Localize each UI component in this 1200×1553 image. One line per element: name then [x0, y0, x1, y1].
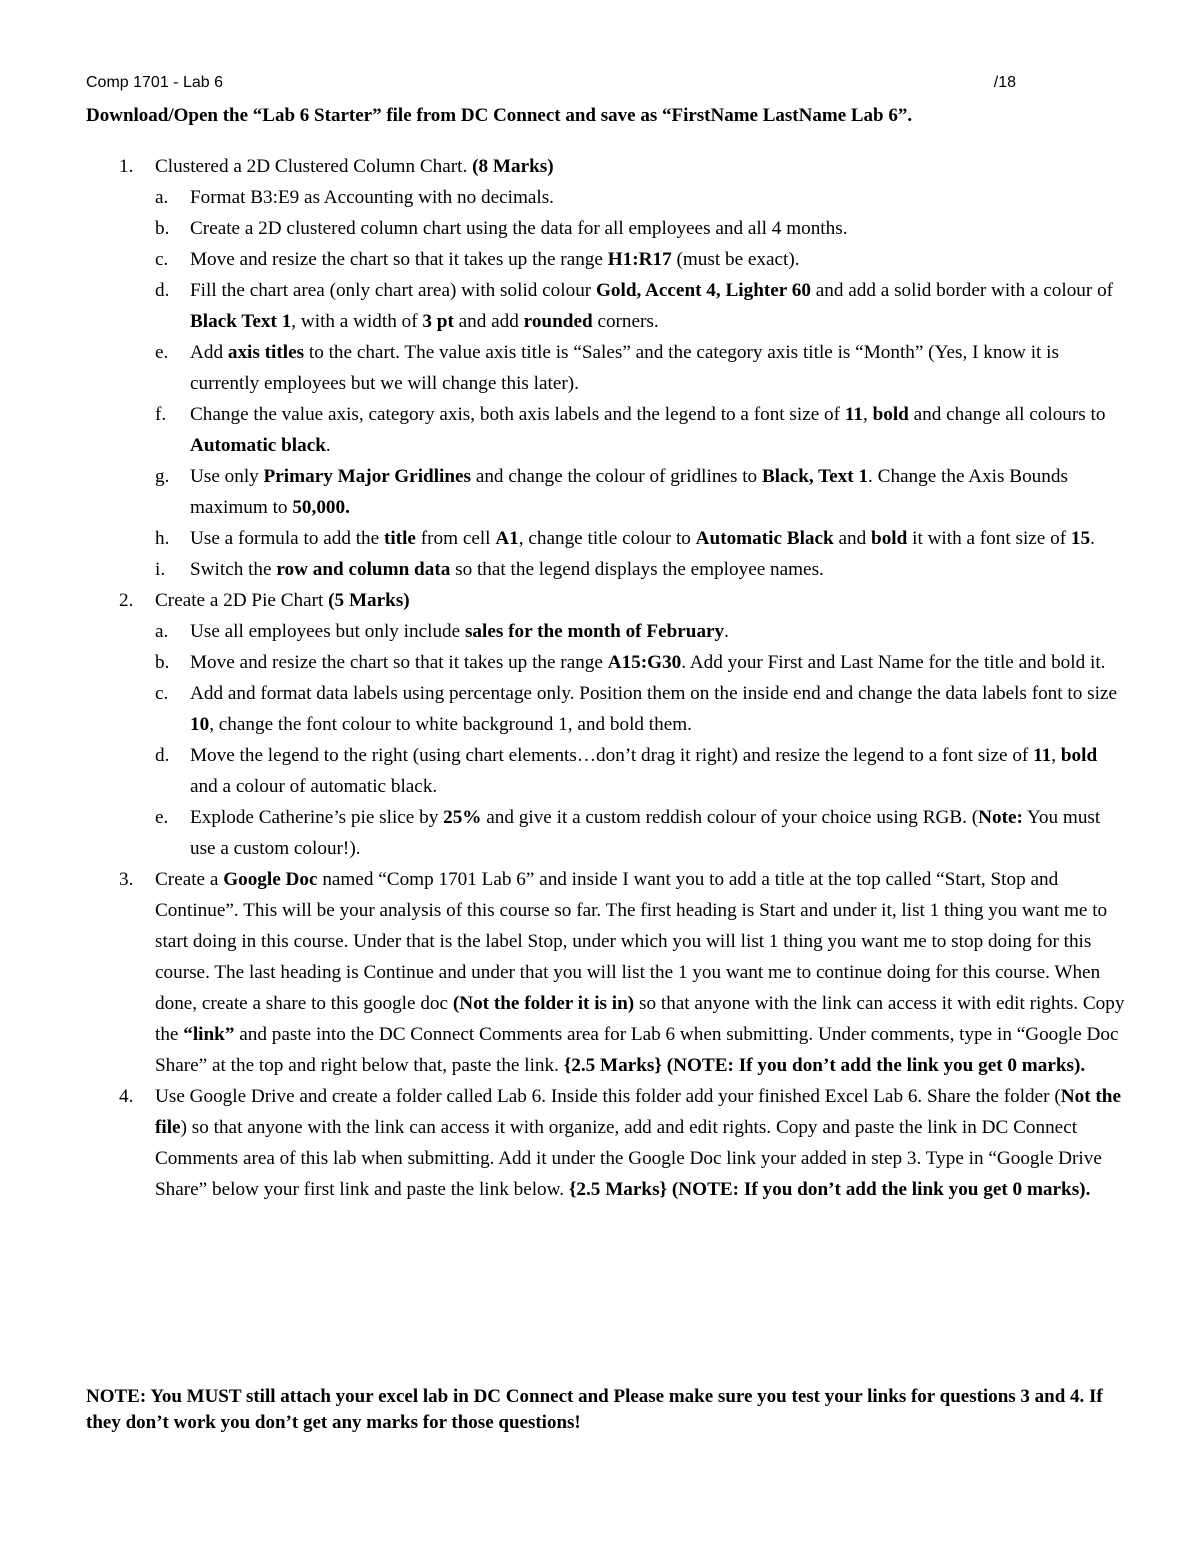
text-segment: Explode Catherine’s pie slice by [190, 807, 444, 828]
text-segment: . Change the Axis Bounds maximum to [190, 466, 1068, 518]
question-3 [86, 864, 1126, 1081]
text-segment: Clustered a 2D Clustered Column Chart. [155, 156, 473, 177]
text-segment: corners. [592, 311, 659, 332]
text-segment: Black Text 1 [190, 311, 292, 332]
question-4 [86, 1081, 1126, 1205]
question-1 [86, 151, 1126, 585]
sub-item-letter: i. [155, 559, 166, 580]
text-segment: 15 [1070, 528, 1091, 549]
sub-item [155, 740, 1126, 802]
text-segment: {2.5 Marks} (NOTE: If you don’t add the link you get 0 marks). [568, 1179, 1091, 1200]
text-segment: Not the file [155, 1086, 1121, 1138]
text-segment: Create a 2D clustered column chart using the data for all employees and all 4 months. [190, 218, 848, 239]
text-segment: it with a font size of [907, 528, 1071, 549]
text-segment: Fill the chart area (only chart area) with solid colour [190, 280, 596, 301]
sub-item-list [155, 182, 1126, 585]
text-segment: sales for the month of February [464, 621, 725, 642]
text-segment: (5 Marks) [328, 590, 410, 611]
text-segment: Note: [978, 807, 1023, 828]
text-segment: {2.5 Marks} (NOTE: If you don’t add the link you get 0 marks). [563, 1055, 1086, 1076]
text-segment: and change the colour of gridlines to [471, 466, 762, 487]
text-segment: Use all employees but only include [190, 621, 465, 642]
question-list [86, 151, 1126, 1205]
text-segment: Move the legend to the right (using chart elements…don’t drag it right) and resize the legend to a font size of [190, 745, 1034, 766]
page-header [86, 74, 1026, 100]
text-segment: rounded [523, 311, 593, 332]
text-segment: (must be exact). [671, 249, 800, 270]
text-segment: , with a width of [291, 311, 423, 332]
text-segment: . [724, 621, 729, 642]
question-number: 2. [119, 590, 134, 611]
text-segment: ) so that anyone with the link can access it with organize, add and edit rights. Copy and paste the link in DC Connect Comments area of this lab when submitting. Add it under the Google Doc link your added in step 3. Type in “Google Drive Share” below your first link and paste the link below. [155, 1117, 1102, 1200]
text-segment: . [325, 435, 331, 456]
text-segment: Use a formula to add the [190, 528, 384, 549]
text-segment: Create a [155, 869, 224, 890]
text-segment: 25% [443, 807, 482, 828]
sub-item-letter: d. [155, 745, 170, 766]
text-segment: (8 Marks) [472, 156, 554, 177]
sub-item-letter: f. [155, 404, 167, 425]
question-text [155, 864, 1126, 1081]
question-2 [86, 585, 1126, 864]
sub-item [155, 337, 1126, 399]
header-score: /18 [993, 74, 1016, 91]
text-segment: Use only [190, 466, 264, 487]
sub-item [155, 213, 1126, 244]
text-segment: bold [871, 528, 908, 549]
text-segment: Move and resize the chart so that it takes up the range [190, 249, 608, 270]
final-note: NOTE: You MUST still attach your excel lab in DC Connect and Please make sure you test your links for questions 3 and 4. If they don’t work you don’t get any marks for those questions! [86, 1386, 1103, 1433]
text-segment: Switch the [190, 559, 277, 580]
sub-item [155, 182, 1126, 213]
question-text [155, 1081, 1126, 1205]
text-segment: and a colour of automatic black. [190, 776, 438, 797]
sub-item-letter: c. [155, 683, 169, 704]
sub-item-letter: e. [155, 807, 169, 828]
text-segment: . [1090, 528, 1095, 549]
header-course: Comp 1701 - Lab 6 [86, 74, 223, 91]
text-segment: 3 pt [422, 311, 454, 332]
sub-item [155, 399, 1126, 461]
question-number: 3. [119, 869, 134, 890]
question-text [155, 585, 1126, 616]
text-segment: bold [872, 404, 909, 425]
text-segment: Create a 2D Pie Chart [155, 590, 329, 611]
text-segment: , change title colour to [518, 528, 696, 549]
text-segment: , [1051, 745, 1061, 766]
sub-item [155, 554, 1126, 585]
text-segment: row and column data [276, 559, 451, 580]
sub-item-letter: e. [155, 342, 169, 363]
sub-item-letter: c. [155, 249, 169, 270]
intro-instruction: Download/Open the “Lab 6 Starter” file from DC Connect and save as “FirstName LastName Lab 6”. [86, 105, 913, 126]
text-segment: and change all colours to [908, 404, 1106, 425]
text-segment: . Add your First and Last Name for the title and bold it. [681, 652, 1106, 673]
text-segment: “link” [183, 1024, 235, 1045]
text-segment: Primary Major Gridlines [263, 466, 472, 487]
text-segment: to the chart. The value axis title is “Sales” and the category axis title is “Month” (Yes, I know it is currently employees but we will change this later). [190, 342, 1059, 394]
sub-item-letter: b. [155, 652, 170, 673]
text-segment: , change the font colour to white background 1, and bold them. [209, 714, 692, 735]
sub-item-letter: b. [155, 218, 170, 239]
sub-item-letter: a. [155, 621, 169, 642]
text-segment: and add [453, 311, 524, 332]
sub-item [155, 244, 1126, 275]
sub-item-letter: h. [155, 528, 170, 549]
sub-item [155, 647, 1126, 678]
text-segment: (Not the folder it is in) [452, 993, 635, 1014]
text-segment: from cell [415, 528, 496, 549]
text-segment: named “Comp 1701 Lab 6” and inside I want you to add a title at the top called “Start, Stop and Continue”. This will be your analysis of this course so far. The first heading is Start and under it, list 1 thing you want me to start doing in this course. Under that is the label Stop, under which you will list 1 thing you want me to stop doing for this course. The last heading is Continue and under that you will list the 1 you want me to continue doing for this course. When done, create a share to this google doc [155, 869, 1108, 1014]
question-text [155, 151, 1126, 182]
question-number: 1. [119, 156, 134, 177]
text-segment: H1:R17 [607, 249, 672, 270]
text-segment: Add and format data labels using percentage only. Position them on the inside end and change the data labels font to size [190, 683, 1117, 704]
text-segment: Add [190, 342, 228, 363]
text-segment: 11 [844, 404, 863, 425]
sub-item [155, 275, 1126, 337]
sub-item-list [155, 616, 1126, 864]
sub-item [155, 678, 1126, 740]
text-segment: A1 [495, 528, 519, 549]
sub-item-letter: d. [155, 280, 170, 301]
text-segment: You must use a custom colour!). [190, 807, 1101, 859]
text-segment: and [833, 528, 872, 549]
text-segment: 10 [190, 714, 210, 735]
question-number: 4. [119, 1086, 134, 1107]
text-segment: Use Google Drive and create a folder called Lab 6. Inside this folder add your finished Excel Lab 6. Share the folder ( [155, 1086, 1061, 1107]
text-segment: Change the value axis, category axis, both axis labels and the legend to a font size of [190, 404, 845, 425]
text-segment: , [862, 404, 873, 425]
text-segment: Format B3:E9 as Accounting with no decimals. [190, 187, 554, 208]
sub-item [155, 616, 1126, 647]
text-segment: and give it a custom reddish colour of your choice using RGB. ( [481, 807, 979, 828]
text-segment: Gold, Accent 4, Lighter 60 [595, 280, 811, 301]
text-segment: and paste into the DC Connect Comments area for Lab 6 when submitting. Under comments, type in “Google Doc Share” at the top and right below that, paste the link. [155, 1024, 1119, 1076]
text-segment: 11 [1033, 745, 1052, 766]
sub-item-letter: g. [155, 466, 170, 487]
text-segment: title [383, 528, 416, 549]
text-segment: axis titles [227, 342, 305, 363]
text-segment: Automatic black [190, 435, 326, 456]
text-segment: A15:G30 [607, 652, 682, 673]
text-segment: bold [1060, 745, 1098, 766]
text-segment: Black, Text 1 [761, 466, 869, 487]
text-segment: 50,000. [292, 497, 350, 518]
text-segment: and add a solid border with a colour of [810, 280, 1114, 301]
text-segment: so that anyone with the link can access it with edit rights. Copy the [155, 993, 1125, 1045]
sub-item [155, 802, 1126, 864]
sub-item [155, 523, 1126, 554]
text-segment: Automatic Black [695, 528, 834, 549]
text-segment: Move and resize the chart so that it takes up the range [190, 652, 608, 673]
sub-item [155, 461, 1126, 523]
sub-item-letter: a. [155, 187, 169, 208]
text-segment: Google Doc [223, 869, 318, 890]
text-segment: so that the legend displays the employee names. [450, 559, 824, 580]
